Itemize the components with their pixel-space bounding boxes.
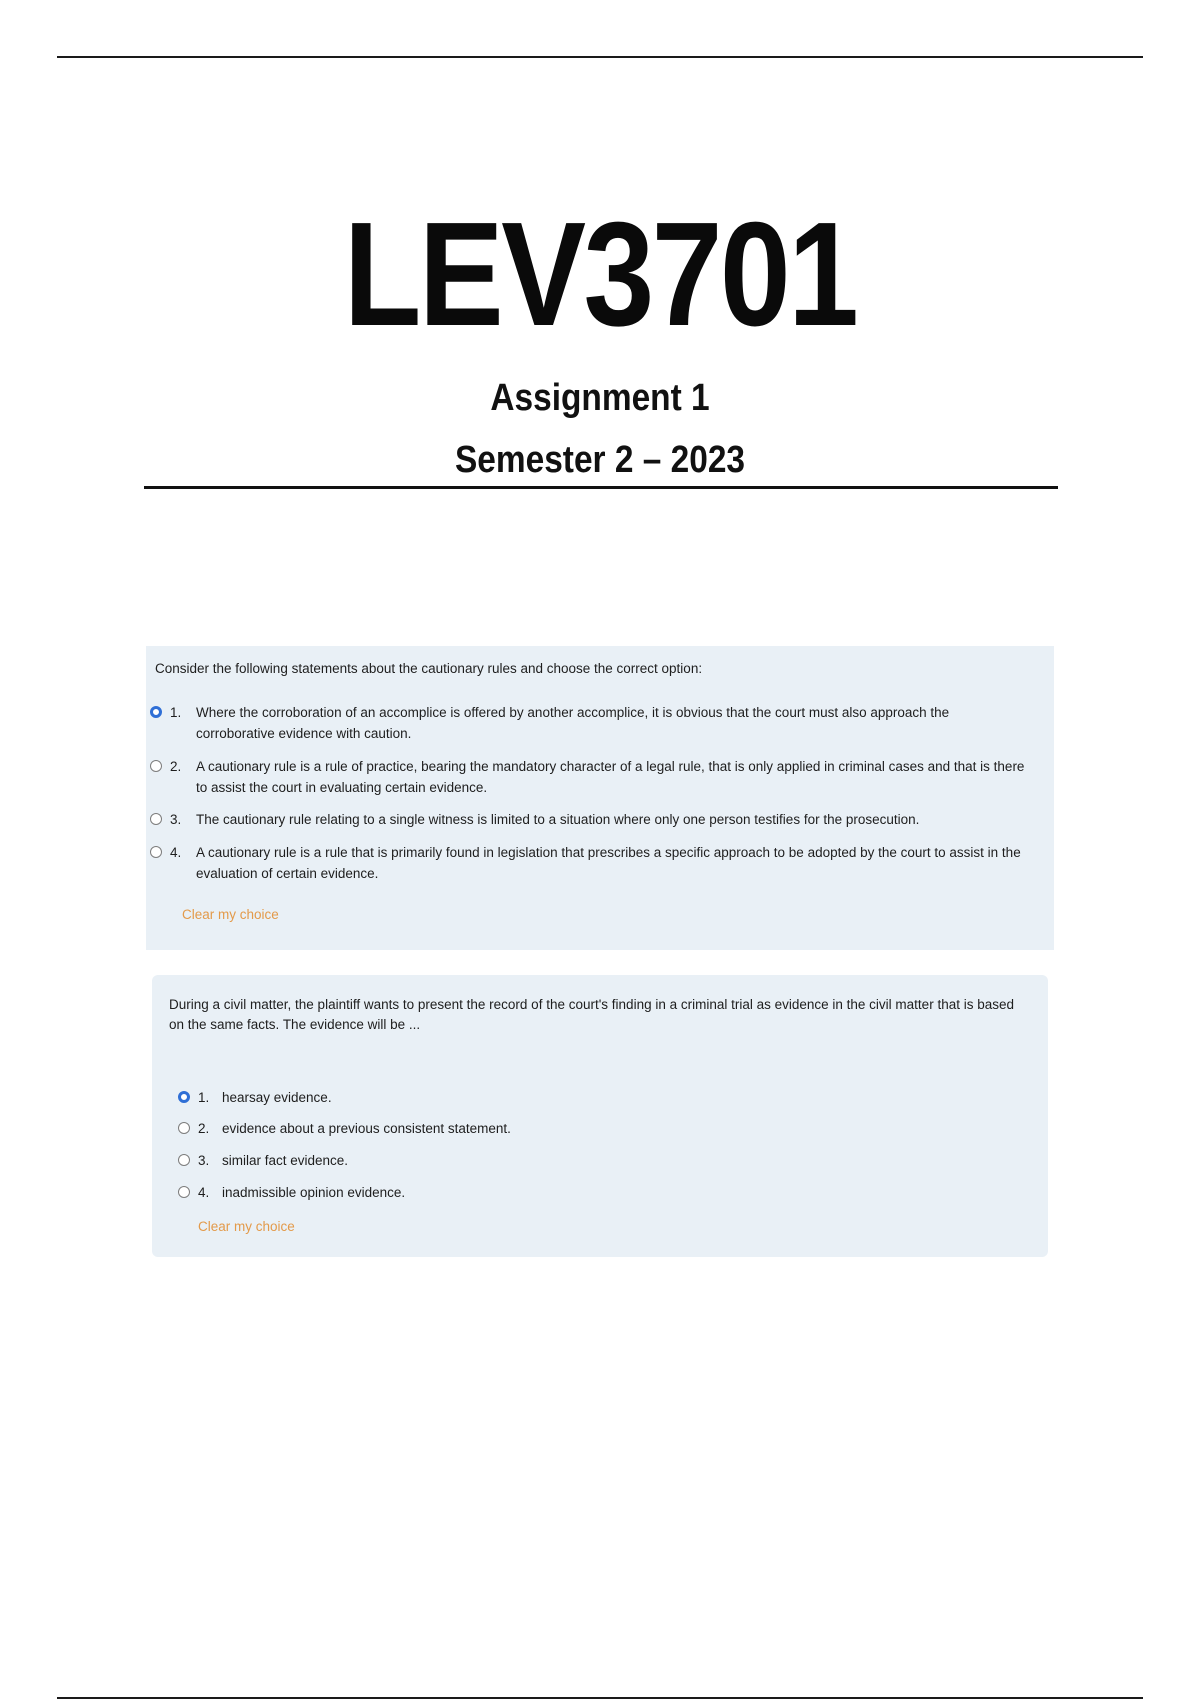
radio-unselected-icon[interactable]: [178, 1154, 190, 1166]
option-text: Where the corroboration of an accomplice is offered by another accomplice, it is obvious that the court must also approach the corroborative evidence with caution.: [196, 705, 950, 741]
clear-choice-link[interactable]: Clear my choice: [198, 1219, 295, 1234]
radio-unselected-icon[interactable]: [178, 1186, 190, 1198]
question-2-option-2[interactable]: [178, 1118, 982, 1139]
option-number: 2.: [170, 759, 182, 774]
question-1-option-4[interactable]: [150, 842, 1028, 884]
question-1-option-2[interactable]: [150, 756, 1028, 798]
question-2-prompt: During a civil matter, the plaintiff wants to present the record of the court's finding in a criminal trial as evidence in the civil matter that is based on the same facts. The evidence will be ...: [169, 997, 1014, 1032]
radio-selected-icon[interactable]: [178, 1091, 190, 1103]
radio-selected-icon[interactable]: [150, 706, 162, 718]
question-2-option-3[interactable]: [178, 1150, 982, 1171]
assignment-title: Assignment 1: [490, 377, 710, 419]
question-1-prompt: Consider the following statements about the cautionary rules and choose the correct option:: [155, 661, 703, 676]
option-number: 4.: [170, 845, 182, 860]
option-number: 2.: [198, 1121, 210, 1136]
question-2-option-1[interactable]: [178, 1087, 982, 1108]
option-number: 4.: [198, 1185, 210, 1200]
semester-title: Semester 2 – 2023: [454, 439, 746, 481]
option-number: 1.: [170, 705, 182, 720]
option-number: 1.: [198, 1090, 210, 1105]
option-text: A cautionary rule is a rule that is primarily found in legislation that prescribes a specific approach to be adopted by the court to assist in the evaluation of certain evidence.: [196, 845, 1021, 881]
option-number: 3.: [170, 812, 182, 827]
option-text: The cautionary rule relating to a single witness is limited to a situation where only one person testifies for the prosecution.: [196, 812, 920, 827]
option-text: inadmissible opinion evidence.: [222, 1185, 406, 1200]
question-1-card: [146, 646, 1054, 950]
question-1-option-3[interactable]: [150, 809, 1028, 830]
question-2-option-4[interactable]: [178, 1182, 982, 1203]
option-text: evidence about a previous consistent statement.: [222, 1121, 511, 1136]
option-text: similar fact evidence.: [222, 1153, 349, 1168]
title-underline: [144, 486, 1058, 489]
option-number: 3.: [198, 1153, 210, 1168]
top-rule: [57, 56, 1143, 58]
option-text: hearsay evidence.: [222, 1090, 332, 1105]
radio-unselected-icon[interactable]: [150, 846, 162, 858]
question-1-option-1[interactable]: [150, 702, 1028, 744]
question-2-card: [152, 975, 1048, 1257]
radio-unselected-icon[interactable]: [150, 760, 162, 772]
radio-unselected-icon[interactable]: [150, 813, 162, 825]
bottom-rule: [57, 1697, 1143, 1699]
option-text: A cautionary rule is a rule of practice, bearing the mandatory character of a legal rule, that is only applied in criminal cases and that is there to assist the court in evaluating certain evidence.: [196, 759, 1025, 795]
clear-choice-link[interactable]: Clear my choice: [182, 907, 279, 922]
radio-unselected-icon[interactable]: [178, 1122, 190, 1134]
course-code-title: LEV3701: [343, 192, 857, 357]
